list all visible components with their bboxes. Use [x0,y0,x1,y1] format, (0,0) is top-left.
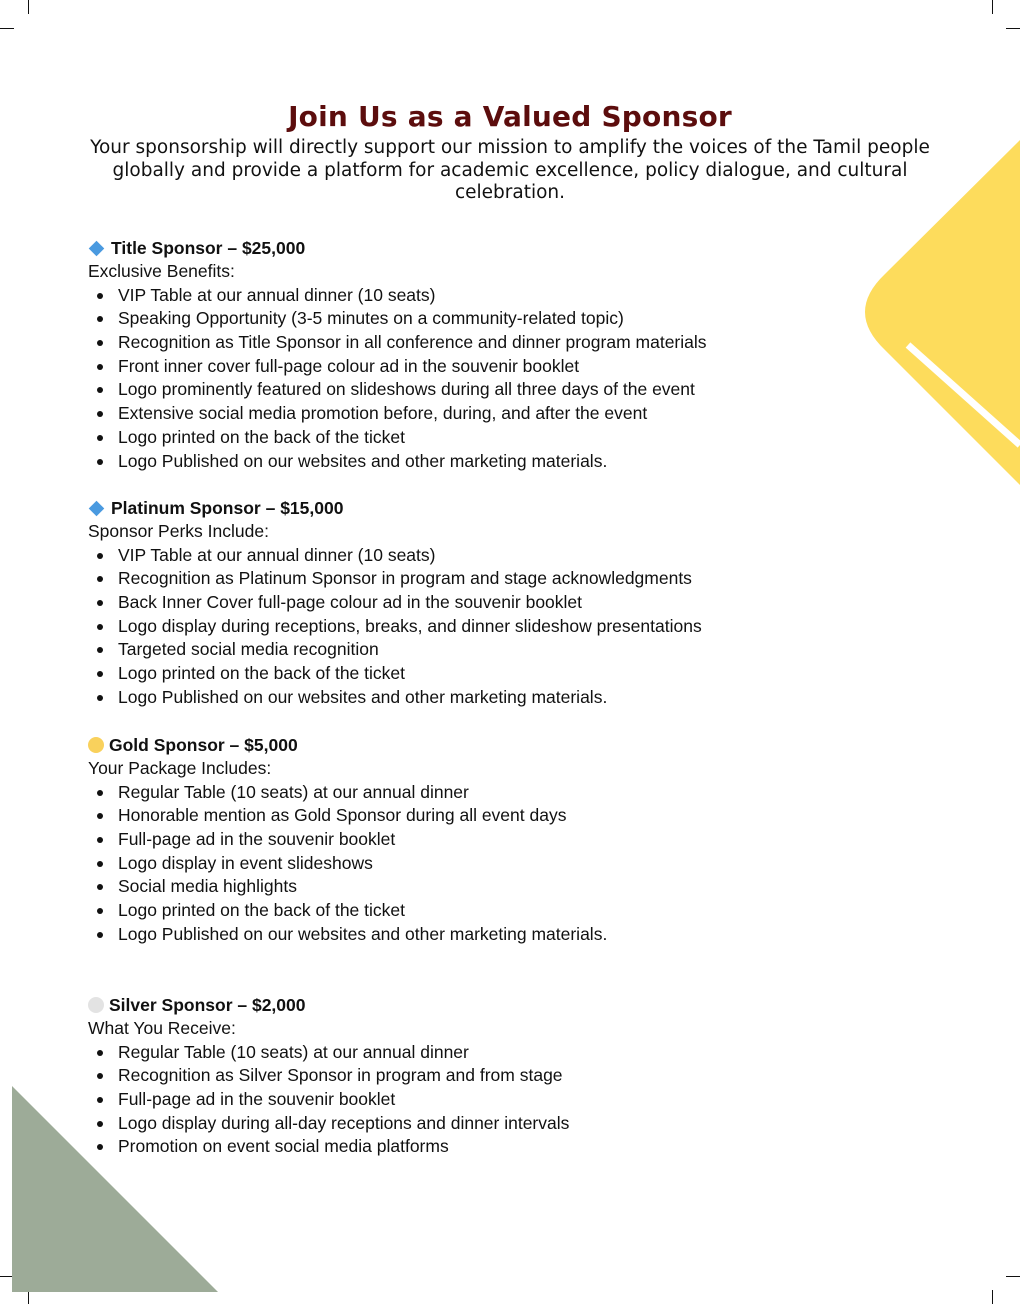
bullet-icon [97,671,103,677]
blue-diamond-icon [89,240,105,256]
benefit-item: Recognition as Silver Sponsor in program and from stage [88,1064,828,1088]
bullet-icon [97,293,103,299]
sponsor-heading [88,993,828,1017]
crop-mark [992,0,993,14]
benefit-item: Logo display during all-day receptions and dinner intervals [88,1112,828,1136]
bullet-icon [97,908,103,914]
benefit-item: Logo Published on our websites and other marketing materials. [88,686,828,710]
bullet-icon [97,790,103,796]
benefit-item: Honorable mention as Gold Sponsor during all event days [88,804,828,828]
intro-paragraph: Your sponsorship will directly support our mission to amplify the voices of the Tamil people globally and provide a platform for academic excellence, policy dialogue, and cultural celebration. [90,137,930,203]
sponsor-subheading: Sponsor Perks Include: [88,521,269,541]
benefit-item: Full-page ad in the souvenir booklet [88,1088,828,1112]
crop-mark [992,1290,993,1304]
sponsor-heading-text: Platinum Sponsor – $15,000 [111,497,344,518]
sponsor-heading [88,236,828,260]
benefit-item: Extensive social media promotion before, during, and after the event [88,402,828,426]
benefit-item: VIP Table at our annual dinner (10 seats) [88,544,828,568]
sponsor-section-silver [88,993,828,1159]
crop-mark [1006,28,1020,29]
benefit-item: Social media highlights [88,875,828,899]
bullet-icon [97,884,103,890]
benefit-item: Logo printed on the back of the ticket [88,899,828,923]
crop-mark [28,1290,29,1304]
sponsor-heading-text: Gold Sponsor – $5,000 [109,734,298,755]
bullet-icon [97,1097,103,1103]
bullet-icon [97,647,103,653]
benefit-item: Logo Published on our websites and other marketing materials. [88,923,828,947]
sponsor-subheading: What You Receive: [88,1018,236,1038]
sponsor-subheading: Exclusive Benefits: [88,261,235,281]
bullet-icon [97,364,103,370]
benefit-item: Logo printed on the back of the ticket [88,662,828,686]
bullet-icon [97,411,103,417]
bullet-icon [97,1073,103,1079]
benefit-item: Logo prominently featured on slideshows during all three days of the event [88,378,828,402]
bullet-icon [97,1144,103,1150]
benefit-item: Regular Table (10 seats) at our annual dinner [88,1041,828,1065]
benefit-item: Front inner cover full-page colour ad in the souvenir booklet [88,355,828,379]
bullet-icon [97,932,103,938]
benefit-list [88,781,828,947]
benefit-item: Full-page ad in the souvenir booklet [88,828,828,852]
benefit-list [88,1041,828,1159]
benefit-item: Recognition as Platinum Sponsor in program and stage acknowledgments [88,567,828,591]
sponsor-section-platinum [88,496,828,710]
crop-mark [28,0,29,14]
bullet-icon [97,576,103,582]
page-title: Join Us as a Valued Sponsor [288,100,732,133]
benefit-item: Logo Published on our websites and other marketing materials. [88,450,828,474]
sponsor-section-title [88,236,828,473]
benefit-list [88,544,828,710]
sponsor-subheading: Your Package Includes: [88,758,272,778]
white-circle-icon [88,997,104,1013]
benefit-item: Logo display during receptions, breaks, and dinner slideshow presentations [88,615,828,639]
benefit-item: Speaking Opportunity (3-5 minutes on a community-related topic) [88,307,828,331]
benefit-item: Logo display in event slideshows [88,852,828,876]
benefit-item: Back Inner Cover full-page colour ad in the souvenir booklet [88,591,828,615]
bullet-icon [97,813,103,819]
bullet-icon [97,600,103,606]
sponsor-heading-text: Silver Sponsor – $2,000 [109,994,306,1015]
sponsor-heading [88,496,828,520]
bullet-icon [97,340,103,346]
bullet-icon [97,624,103,630]
bullet-icon [97,1050,103,1056]
sponsor-section-gold [88,733,828,947]
benefit-item: VIP Table at our annual dinner (10 seats) [88,284,828,308]
bullet-icon [97,553,103,559]
sponsor-heading-text: Title Sponsor – $25,000 [111,237,306,258]
blue-diamond-icon [89,500,105,516]
benefit-item: Regular Table (10 seats) at our annual dinner [88,781,828,805]
crop-mark [1006,1276,1020,1277]
sponsor-heading [88,733,828,757]
crop-mark [0,28,14,29]
bullet-icon [97,837,103,843]
benefit-item: Targeted social media recognition [88,638,828,662]
benefit-item: Promotion on event social media platforms [88,1135,828,1159]
bullet-icon [97,695,103,701]
bullet-icon [97,387,103,393]
bullet-icon [97,861,103,867]
bullet-icon [97,316,103,322]
bullet-icon [97,459,103,465]
benefit-list [88,284,828,474]
benefit-item: Logo printed on the back of the ticket [88,426,828,450]
bullet-icon [97,435,103,441]
yellow-circle-icon [88,737,104,753]
benefit-item: Recognition as Title Sponsor in all conference and dinner program materials [88,331,828,355]
bullet-icon [97,1121,103,1127]
